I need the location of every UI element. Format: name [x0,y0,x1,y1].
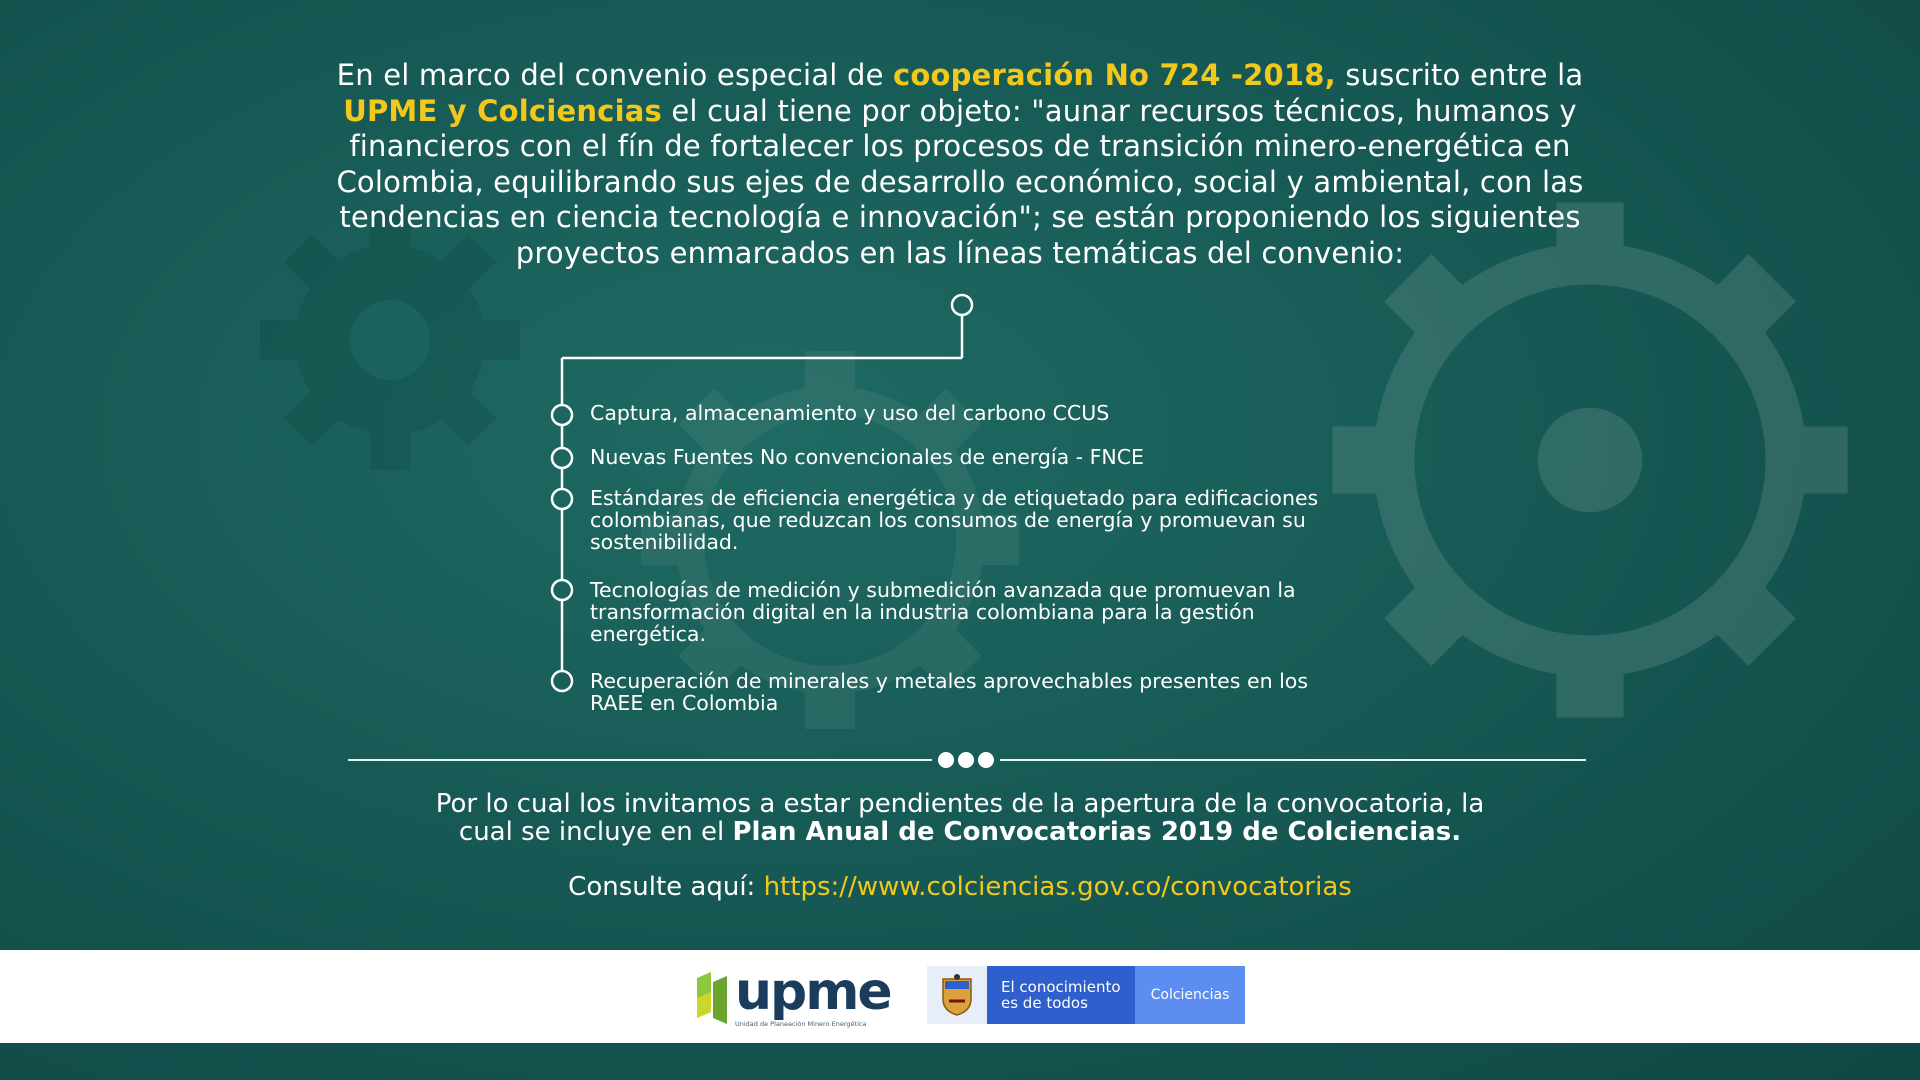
convocatorias-link[interactable]: https://www.colciencias.gov.co/convocatorias [763,872,1352,902]
divider-dots-icon [938,752,994,768]
project-item-line: Nuevas Fuentes No convencionales de energía - FNCE [590,445,1144,469]
project-item [590,402,1109,424]
divider-line-left [348,759,932,761]
consult-label: Consulte aquí: [568,872,764,902]
bullet-ring-icon [552,671,572,691]
bullet-ring-icon [552,580,572,600]
intro-text-3: el cual tiene por objeto: "aunar recursos técnicos, humanos y financieros con el fín de fortalecer los procesos de transición minero-energética en Colombia, equilibrando sus ejes de desarrollo económico, social y ambiental, con las tendencias en ciencia tecnología e innovación"; se están proponiendo los siguientes proyectos enmarcados en las líneas temáticas del convenio: [336,93,1584,270]
project-item [590,446,1144,468]
bullet-ring-icon [552,405,572,425]
gov-slogan-line-1: El conocimiento [1001,978,1121,996]
divider-line-right [1000,759,1586,761]
colombia-seal-icon [927,966,987,1024]
project-item [590,487,1318,553]
project-item-line: Captura, almacenamiento y uso del carbono CCUS [590,401,1110,425]
bullet-ring-icon [552,489,572,509]
footer-bar [0,950,1920,1043]
upme-logo [693,962,891,1030]
bullet-ring-icon [552,448,572,468]
upme-subtitle: Unidad de Planeación Minero Energética [735,1020,867,1028]
gov-slogan-line-2: es de todos [1001,994,1088,1012]
colciencias-banner [927,966,1245,1024]
project-item-line: sostenibilidad. [590,530,739,554]
closing-line-2-prefix: cual se incluye en el [458,817,733,847]
upme-wordmark: upme [735,962,891,1022]
project-item-line: Recuperación de minerales y metales aprovechables presentes en los [590,669,1309,693]
consult-line [360,872,1560,902]
closing-line-2 [360,818,1560,846]
project-item-line: transformación digital en la industria colombiana para la gestión [590,600,1255,624]
project-item-line: Estándares de eficiencia energética y de etiquetado para edificaciones [590,486,1319,510]
intro-highlight-entities: UPME y Colciencias [343,93,662,128]
project-item-line: colombianas, que reduzcan los consumos de energía y promuevan su [590,508,1306,532]
project-item-line: RAEE en Colombia [590,691,779,715]
intro-highlight-agreement: cooperación No 724 -2018, [893,58,1336,92]
intro-text-2: suscrito entre la [1335,58,1584,92]
closing-plan-name: Plan Anual de Convocatorias 2019 de Colciencias. [732,817,1462,847]
colciencias-label: Colciencias [1135,966,1245,1024]
project-item [590,670,1308,714]
closing-paragraph [360,790,1560,846]
project-item-line: Tecnologías de medición y submedición avanzada que promuevan la [590,578,1296,602]
upme-mark-icon [693,968,733,1028]
gov-slogan [987,966,1135,1024]
intro-text-1: En el marco del convenio especial de [336,58,894,92]
project-item-line: energética. [590,622,706,646]
project-item [590,579,1296,645]
closing-line-1: Por lo cual los invitamos a estar pendientes de la apertura de la convocatoria, la [435,789,1485,819]
